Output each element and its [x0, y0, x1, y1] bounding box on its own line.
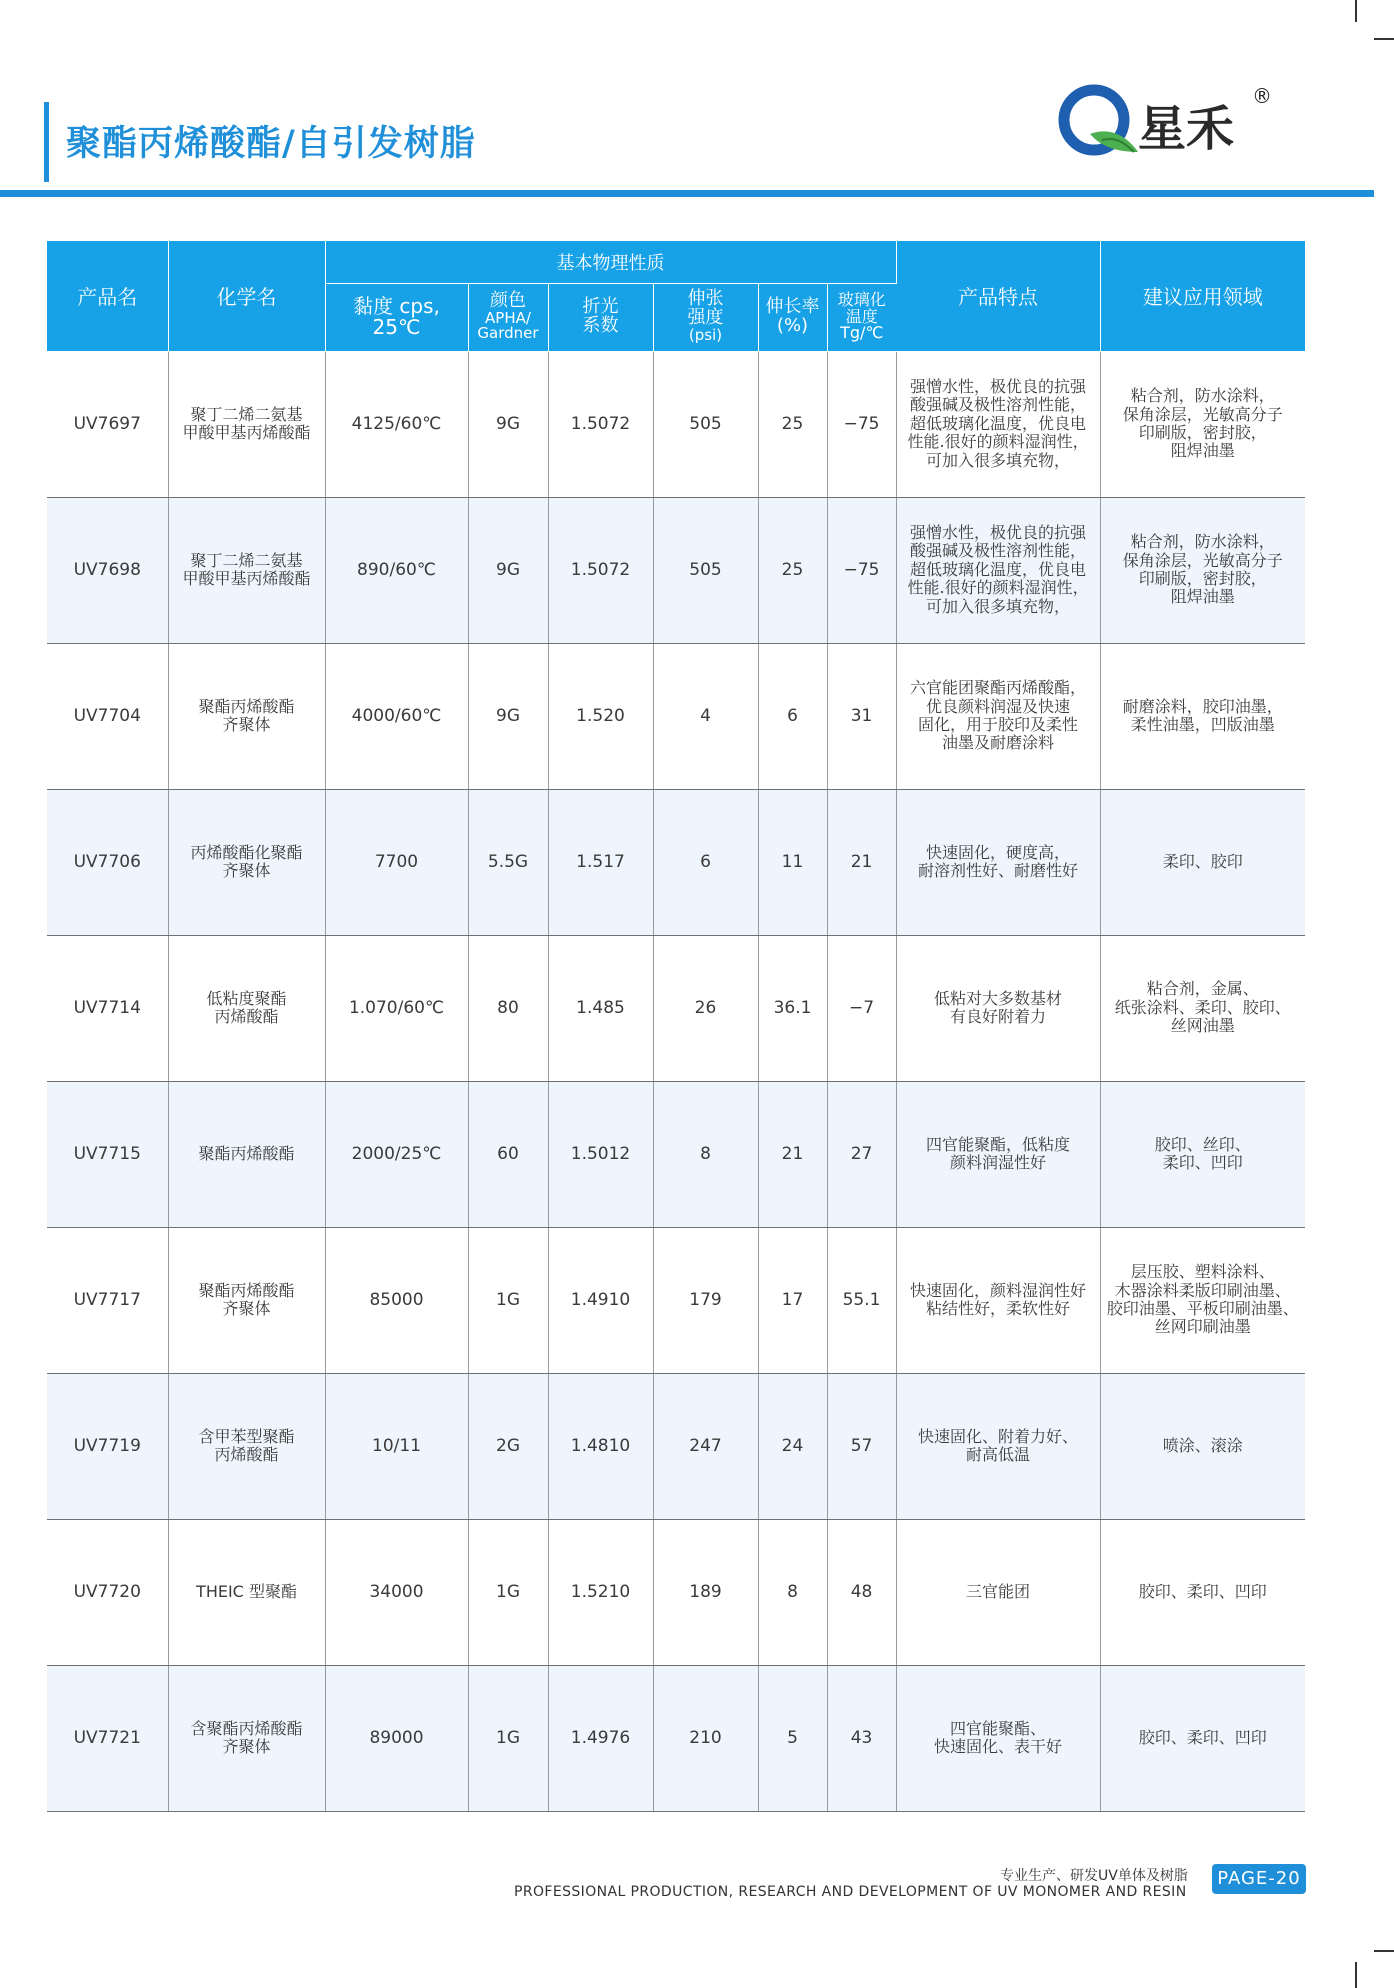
cell-tensile: 6: [653, 789, 758, 935]
page-number-badge: PAGE-20: [1212, 1864, 1306, 1894]
cell-refraction: 1.4910: [548, 1227, 653, 1373]
crop-mark-bottom-vertical: [1355, 1962, 1357, 1988]
cell-product: UV7721: [47, 1665, 168, 1811]
cell-color: 80: [468, 935, 548, 1081]
cell-elongation: 5: [758, 1665, 827, 1811]
cell-refraction: 1.485: [548, 935, 653, 1081]
col-header-chemical: 化学名: [168, 241, 325, 351]
cell-chemical: 丙烯酸酯化聚酯 齐聚体: [168, 789, 325, 935]
table-row: [47, 351, 1305, 497]
cell-refraction: 1.5210: [548, 1519, 653, 1665]
cell-tensile: 210: [653, 1665, 758, 1811]
cell-viscosity: 4125/60℃: [325, 351, 468, 497]
cell-tg: −7: [827, 935, 896, 1081]
cell-viscosity: 85000: [325, 1227, 468, 1373]
cell-product: UV7704: [47, 643, 168, 789]
cell-tg: 21: [827, 789, 896, 935]
cell-applications: 粘合剂，金属、 纸张涂料、柔印、胶印、 丝网油墨: [1100, 935, 1305, 1081]
cell-viscosity: 34000: [325, 1519, 468, 1665]
cell-applications: 粘合剂，防水涂料， 保角涂层，光敏高分子 印刷版，密封胶， 阻焊油墨: [1100, 497, 1305, 643]
cell-tg: 55.1: [827, 1227, 896, 1373]
table-row: [47, 1665, 1305, 1811]
cell-viscosity: 7700: [325, 789, 468, 935]
col-header-elongation: 伸长率 (%): [758, 283, 827, 351]
table-row: [47, 789, 1305, 935]
cell-applications: 粘合剂，防水涂料， 保角涂层，光敏高分子 印刷版，密封胶， 阻焊油墨: [1100, 351, 1305, 497]
cell-color: 2G: [468, 1373, 548, 1519]
cell-chemical: 聚丁二烯二氨基 甲酸甲基丙烯酸酯: [168, 351, 325, 497]
cell-applications: 柔印、胶印: [1100, 789, 1305, 935]
cell-refraction: 1.4976: [548, 1665, 653, 1811]
cell-elongation: 25: [758, 497, 827, 643]
col-header-refraction: 折光 系数: [548, 283, 653, 351]
cell-tensile: 179: [653, 1227, 758, 1373]
cell-tensile: 247: [653, 1373, 758, 1519]
cell-applications: 胶印、柔印、凹印: [1100, 1519, 1305, 1665]
cell-product: UV7717: [47, 1227, 168, 1373]
cell-tensile: 8: [653, 1081, 758, 1227]
cell-chemical: 含聚酯丙烯酸酯 齐聚体: [168, 1665, 325, 1811]
col-header-product: 产品名: [47, 241, 168, 351]
cell-applications: 胶印、丝印、 柔印、凹印: [1100, 1081, 1305, 1227]
col-header-viscosity: 黏度 cps, 25℃: [325, 283, 468, 351]
cell-elongation: 17: [758, 1227, 827, 1373]
cell-features: 四官能聚酯、 快速固化、表干好: [896, 1665, 1100, 1811]
col-header-color: 颜色 APHA/ Gardner: [468, 283, 548, 351]
cell-product: UV7720: [47, 1519, 168, 1665]
col-header-tg: 玻璃化 温度 Tg/℃: [827, 283, 896, 351]
cell-features: 三官能团: [896, 1519, 1100, 1665]
cell-color: 1G: [468, 1519, 548, 1665]
cell-features: 强憎水性，极优良的抗强 酸强碱及极性溶剂性能， 超低玻璃化温度，优良电 性能.很好的颜料湿润性， 可加入很多填充物，: [896, 497, 1100, 643]
cell-product: UV7706: [47, 789, 168, 935]
cell-viscosity: 89000: [325, 1665, 468, 1811]
cell-elongation: 8: [758, 1519, 827, 1665]
cell-refraction: 1.5012: [548, 1081, 653, 1227]
cell-color: 1G: [468, 1665, 548, 1811]
cell-features: 四官能聚酯，低粘度 颜料润湿性好: [896, 1081, 1100, 1227]
cell-tensile: 505: [653, 497, 758, 643]
cell-product: UV7715: [47, 1081, 168, 1227]
cell-refraction: 1.5072: [548, 497, 653, 643]
cell-elongation: 6: [758, 643, 827, 789]
cell-chemical: 低粘度聚酯 丙烯酸酯: [168, 935, 325, 1081]
table-row: [47, 935, 1305, 1081]
header-divider: [0, 190, 1374, 197]
cell-elongation: 36.1: [758, 935, 827, 1081]
cell-product: UV7697: [47, 351, 168, 497]
cell-viscosity: 2000/25℃: [325, 1081, 468, 1227]
registered-mark: ®: [1252, 84, 1272, 108]
table-row: [47, 497, 1305, 643]
cell-refraction: 1.520: [548, 643, 653, 789]
brand-logo-text: 星禾: [1138, 101, 1235, 157]
cell-chemical: 聚酯丙烯酸酯 齐聚体: [168, 1227, 325, 1373]
cell-chemical: 聚酯丙烯酸酯: [168, 1081, 325, 1227]
cell-refraction: 1.5072: [548, 351, 653, 497]
cell-tensile: 189: [653, 1519, 758, 1665]
cell-color: 9G: [468, 497, 548, 643]
cell-chemical: THEIC 型聚酯: [168, 1519, 325, 1665]
cell-applications: 耐磨涂料，胶印油墨， 柔性油墨，凹版油墨: [1100, 643, 1305, 789]
crop-mark-bottom-horizontal: [1374, 1950, 1394, 1952]
cell-tg: 48: [827, 1519, 896, 1665]
cell-product: UV7714: [47, 935, 168, 1081]
cell-viscosity: 4000/60℃: [325, 643, 468, 789]
cell-color: 9G: [468, 351, 548, 497]
product-spec-table: [47, 241, 1305, 1812]
cell-applications: 胶印、柔印、凹印: [1100, 1665, 1305, 1811]
cell-elongation: 21: [758, 1081, 827, 1227]
col-header-features: 产品特点: [896, 241, 1100, 351]
cell-tg: 31: [827, 643, 896, 789]
cell-tg: −75: [827, 497, 896, 643]
cell-features: 快速固化，硬度高， 耐溶剂性好、耐磨性好: [896, 789, 1100, 935]
col-header-applications: 建议应用领域: [1100, 241, 1305, 351]
cell-viscosity: 890/60℃: [325, 497, 468, 643]
page-title: 聚酯丙烯酸酯/自引发树脂: [66, 124, 476, 164]
cell-tensile: 4: [653, 643, 758, 789]
footer-slogan-en: PROFESSIONAL PRODUCTION, RESEARCH AND DEVELOPMENT OF UV MONOMER AND RESIN: [514, 1884, 1187, 1900]
table-row: [47, 1081, 1305, 1227]
cell-features: 强憎水性，极优良的抗强 酸强碱及极性溶剂性能， 超低玻璃化温度，优良电 性能.很好的颜料湿润性， 可加入很多填充物，: [896, 351, 1100, 497]
footer-slogan-cn: 专业生产、研发UV单体及树脂: [1000, 1868, 1188, 1884]
cell-color: 1G: [468, 1227, 548, 1373]
cell-product: UV7719: [47, 1373, 168, 1519]
cell-features: 快速固化，颜料湿润性好 粘结性好，柔软性好: [896, 1227, 1100, 1373]
cell-applications: 喷涂、滚涂: [1100, 1373, 1305, 1519]
cell-color: 9G: [468, 643, 548, 789]
cell-tg: 57: [827, 1373, 896, 1519]
col-group-header-physical: 基本物理性质: [325, 241, 896, 283]
cell-applications: 层压胶、塑料涂料、 木器涂料柔版印刷油墨、 胶印油墨、平板印刷油墨、 丝网印刷油墨: [1100, 1227, 1305, 1373]
cell-color: 5.5G: [468, 789, 548, 935]
crop-mark-top-horizontal: [1374, 38, 1394, 40]
cell-features: 快速固化、附着力好、 耐高低温: [896, 1373, 1100, 1519]
cell-elongation: 11: [758, 789, 827, 935]
cell-tensile: 26: [653, 935, 758, 1081]
title-accent-bar: [44, 102, 49, 182]
cell-product: UV7698: [47, 497, 168, 643]
table-row: [47, 1373, 1305, 1519]
cell-tensile: 505: [653, 351, 758, 497]
cell-features: 低粘对大多数基材 有良好附着力: [896, 935, 1100, 1081]
cell-chemical: 聚酯丙烯酸酯 齐聚体: [168, 643, 325, 789]
cell-elongation: 24: [758, 1373, 827, 1519]
table-row: [47, 643, 1305, 789]
cell-features: 六官能团聚酯丙烯酸酯， 优良颜料润湿及快速 固化，用于胶印及柔性 油墨及耐磨涂料: [896, 643, 1100, 789]
cell-tg: −75: [827, 351, 896, 497]
cell-tg: 27: [827, 1081, 896, 1227]
cell-chemical: 聚丁二烯二氨基 甲酸甲基丙烯酸酯: [168, 497, 325, 643]
cell-color: 60: [468, 1081, 548, 1227]
table-row: [47, 1519, 1305, 1665]
cell-refraction: 1.4810: [548, 1373, 653, 1519]
col-header-tensile: 伸张 强度 (psi): [653, 283, 758, 351]
cell-refraction: 1.517: [548, 789, 653, 935]
crop-mark-top-vertical: [1355, 0, 1357, 22]
cell-viscosity: 1.070/60℃: [325, 935, 468, 1081]
cell-chemical: 含甲苯型聚酯 丙烯酸酯: [168, 1373, 325, 1519]
cell-elongation: 25: [758, 351, 827, 497]
cell-tg: 43: [827, 1665, 896, 1811]
table-row: [47, 1227, 1305, 1373]
cell-viscosity: 10/11: [325, 1373, 468, 1519]
